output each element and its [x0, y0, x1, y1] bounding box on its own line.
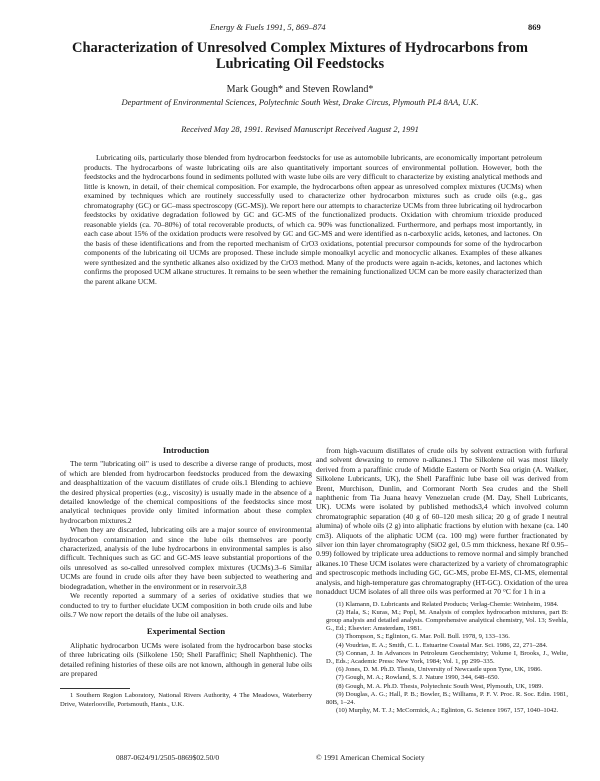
right-column: [316, 446, 568, 715]
reference-item: (4) Voudrias, E. A.; Smith, C. L. Estuarine Coastal Mar. Sci. 1986, 22, 271–284.: [336, 641, 548, 649]
intro-paragraph: We recently reported a summary of a series of oxidative studies that we conducted to try to further elucidate UCM composition in both crude oils and lube oils.7 We now report the details of the lube oil analyses.: [60, 591, 312, 619]
issn-code: 0887-0624/91/2505-0869$02.50/0: [116, 753, 220, 762]
running-header: [0, 22, 600, 36]
references-list: [316, 601, 568, 716]
footnote: 1 Southern Region Laboratory, National Rivers Authority, 4 The Meadows, Waterberry Drive, Waterlooville, Portsmouth, Hants., U.K.: [60, 692, 312, 708]
left-column: [60, 446, 312, 709]
reference-item: (1) Klamann, D. Lubricants and Related Products; Verlag-Chemie: Weinheim, 1984.: [336, 600, 559, 608]
experimental-continued: from high-vacuum distillates of crude oils by solvent extraction with furfural and solvent dewaxing to remove n-alkanes.1 The Silkolene oil was most likely derived from a paraffinic crude of Middle Eastern or North Sea origin (A. Walker, Silkolene Lubricants, UK), the Shell Paraffinic lube base oil was derived from Brent, Murchison, Dunlin, and Cormorant North Sea crudes and the Shell naphthenic from Tia Juana heavy Venezuelan crude (M. Day, Shell Lubricants, UK). UCMs were isolated by published methods3,4 which involved column chromatographic separation (40 g of 60–120 mesh silica; 20 g of grade I neutral alumina) of whole oils (2 g) into aliphatic fractions by elution with hexane (ca. 140 cm3). Aliquots of the aliphatic UCM (ca. 100 mg) were further fractionated by silver ion thin layer chromatography (SiO2 gel, 0.5 mm thickness, hexane Rf 0.95–0.99) followed by triplicate urea adductions to remove normal and simply branched alkanes.10 These UCM isolates were characterized by a variety of chromatographic and spectroscopic methods including GC, GC-MS, probe EI-MS, CI-MS, elemental analysis, and high-temperature gas chromatography (HT-GC). Oxidation of the urea nonadduct UCM isolates of all three oils was performed at 70 °C for 1 h in a: [316, 446, 568, 597]
journal-citation: Energy & Fuels 1991, 5, 869–874: [210, 22, 326, 32]
bottom-line: [60, 753, 542, 763]
footnote-rule: [60, 688, 130, 689]
reference-item: (3) Thompson, S.; Eglinton, G. Mar. Poll. Bull. 1978, 9, 133–136.: [336, 633, 510, 641]
reference-item: (6) Jones, D. M. Ph.D. Thesis, University of Newcastle upon Tyne, UK, 1986.: [336, 666, 543, 674]
experimental-heading: Experimental Section: [146, 626, 226, 637]
experimental-paragraph: Aliphatic hydrocarbon UCMs were isolated from the hydrocarbon base stocks of three lubricating oils (Silkolene 150; Shell Paraffinic; Shell Naphthenic). The detailed refining histories of these oils are not known, although in general lube oils are prepared: [60, 640, 312, 678]
page-number: 869: [528, 22, 541, 32]
reference-item: (5) Connan, J. In Advances in Petroleum Geochemistry; Volume I, Brooks, J., Welte, D., Eds.; Academic Press: New York, 1984; Vol. 1, pp 299–335.: [326, 649, 568, 665]
introduction-heading: Introduction: [162, 445, 210, 455]
article-title: Characterization of Unresolved Complex Mixtures of Hydrocarbons from Lubricating Oil Feedstocks: [71, 40, 529, 72]
abstract: Lubricating oils, particularly those blended from hydrocarbon feedstocks for use as automobile lubricants, are economically important petroleum products. The hydrocarbons of waste lubricating oils are also quantitatively important sources of environmental pollution. However, both the feedstocks and the hydrocarbons found in sediments polluted with waste lube oils are very difficult to characterize by existing analytical methods and little is known, in detail, of their chemical composition. For example, the hydrocarbons often appear as unresolved complex mixtures (UCMs) when examined by techniques which are routinely successfully used to characterize other hydrocarbon mixtures such as crude oils (e.g., gas chromatography (GC) or GC–mass spectroscopy (GC-MS)). We report here our attempts to characterize UCMs from three lubricating oil hydrocarbon feedstocks by oxidative degradation followed by GC and GC-MS of the functionalized products. Oxidation with chromium trioxide produced reasonable yields (ca. 70–80%) of total recoverable products, of which ca. 90% was functionalized. Furthermore, and perhaps most importantly, in each case about 15% of the oxidation products were resolved by GC and GC-MS and were identified as n-carboxylic acids, ketones, and lactones. On the basis of these identifications and from the reported mechanism of CrO3 oxidations, potential precursor compounds for some of the hydrocarbon components of the lubricating oil UCMs are proposed. These include simple monoalkyl acyclic and monocyclic alkanes. Examples of these alkanes were synthesized and the synthetic alkanes also oxidized by the CrO3 method. Many of the products were again n-acids, ketones, and lactones which confirms the proposed UCM alkane structures. It remains to be seen whether the remaining functionalized UCM can be more easily characterized than the parent alkane UCM.: [84, 153, 542, 286]
reference-item: (9) Douglas, A. G.; Hall, P. B.; Bowler, B.; Williams, P. F. V. Proc. R. Soc. Edin. 1981, 80B, 1–24.: [326, 690, 568, 706]
reference-item: (2) Hala, S.; Kuras, M.; Popl, M. Analysis of complex hydrocarbon mixtures, part B: group analysis and detailed analysis. Comprehensive analytical chemistry, Vol. 13; Svehla, G., Ed.; Elsevier: Amsterdam, 1981.: [326, 608, 568, 633]
received-dates: Received May 28, 1991. Revised Manuscript Received August 2, 1991: [181, 124, 419, 134]
authors: Mark Gough* and Steven Rowland*: [226, 84, 374, 95]
reference-item: (8) Gough, M. A. Ph.D. Thesis, Polytechnic South West, Plymouth, UK, 1989.: [336, 682, 544, 690]
intro-paragraph: When they are discarded, lubricating oils are a major source of environmental hydrocarbon contamination and since the lube oils themselves are poorly characterized, analysis of the lube hydrocarbons in environmental samples is also difficult. Techniques such as GC and GC-MS leave substantial proportions of the oils unresolved as so-called unresolved complex mixtures (UCMs).3–6 Similar UCMs are found in crude oils after they have been subjected to weathering and biodegradation, whether in the environment or in reservoir.3,8: [60, 525, 312, 591]
copyright-notice: © 1991 American Chemical Society: [316, 753, 425, 762]
affiliation: Department of Environmental Sciences, Polytechnic South West, Drake Circus, Plymouth PL4 8AA, U.K.: [121, 97, 479, 107]
intro-paragraph: The term "lubricating oil" is used to describe a diverse range of products, most of which are blended from hydrocarbon feedstocks produced from the dewaxing and deasphaltization of the vacuum distillates of crude oils.1 Blending to achieve the desired physical properties (e.g., viscosity) is usually made in the absence of a detailed knowledge of the chemical compositions of the feedstocks since most analytical techniques provide only limited information about these complex hydrocarbon mixtures.2: [60, 459, 312, 525]
reference-item: (7) Gough, M. A.; Rowland, S. J. Nature 1990, 344, 648–650.: [336, 674, 500, 682]
reference-item: (10) Murphy, M. T. J.; McCormick, A.; Eglinton, G. Science 1967, 157, 1040–1042.: [336, 707, 559, 715]
